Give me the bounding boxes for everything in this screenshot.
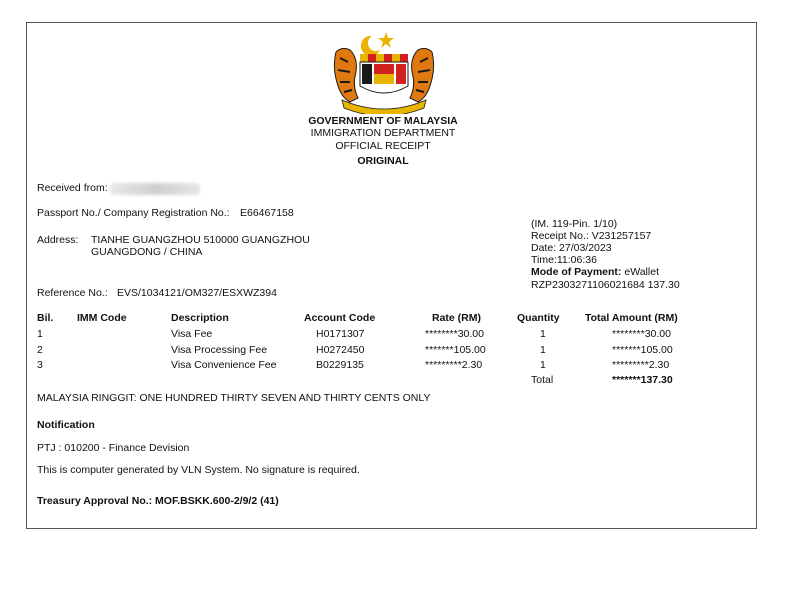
treasury-approval: Treasury Approval No.: MOF.BSKK.600-2/9/2 (41) [37,495,279,507]
reference-label: Reference No.: [37,287,108,299]
passport-label: Passport No./ Company Registration No.: [37,207,230,219]
ptj-line: PTJ : 010200 - Finance Devision [37,442,190,454]
notification-title: Notification [37,419,95,431]
address-label: Address: [37,234,79,246]
row1-bil: 1 [37,328,43,340]
col-rate: Rate (RM) [432,312,481,324]
row2-quantity: 1 [540,344,546,356]
payment-mode-value: eWallet [624,266,659,278]
reference-value: EVS/1034121/OM327/ESXWZ394 [117,287,277,299]
payment-reference: RZP2303271106021684 137.30 [531,279,680,291]
total-value: *******137.30 [612,374,673,386]
receipt-time: Time:11:06:36 [531,254,597,266]
receipt-number: Receipt No.: V231257157 [531,230,652,242]
total-label: Total [531,374,554,386]
receipt-date: Date: 27/03/2023 [531,242,612,254]
row3-bil: 3 [37,359,43,371]
row3-rate: *********2.30 [425,359,483,371]
address-line1: TIANHE GUANGZHOU 510000 GUANGZHOU [91,234,310,246]
row3-quantity: 1 [540,359,546,371]
form-number: (IM. 119-Pin. 1/10) [531,218,618,230]
header-line3: OFFICIAL RECEIPT [335,140,431,152]
row1-rate: ********30.00 [425,328,484,340]
col-total-amount: Total Amount (RM) [585,312,678,324]
col-description: Description [171,312,229,324]
col-imm-code: IMM Code [77,312,127,324]
row3-total: *********2.30 [612,359,670,371]
amount-in-words: MALAYSIA RINGGIT: ONE HUNDRED THIRTY SEVEN AND THIRTY CENTS ONLY [37,392,431,404]
col-bil: Bil. [37,312,54,324]
header-line2: IMMIGRATION DEPARTMENT [310,127,456,139]
received-from-label: Received from: [37,182,108,194]
row1-quantity: 1 [540,328,546,340]
row2-description: Visa Processing Fee [171,344,268,356]
row3-account-code: B0229135 [316,359,364,371]
redacted-name [110,183,200,195]
header-line1: GOVERNMENT OF MALAYSIA [308,115,458,127]
row2-total: *******105.00 [612,344,673,356]
payment-mode-label: Mode of Payment: [531,266,622,278]
passport-value: E66467158 [240,207,294,219]
row1-description: Visa Fee [171,328,213,340]
row2-rate: *******105.00 [425,344,486,356]
malaysia-coat-of-arms-icon [328,28,440,114]
row3-description: Visa Convenience Fee [171,359,277,371]
system-note: This is computer generated by VLN System. No signature is required. [37,464,360,476]
row1-account-code: H0171307 [316,328,365,340]
row2-account-code: H0272450 [316,344,365,356]
col-account-code: Account Code [304,312,376,324]
address-line2: GUANGDONG / CHINA [91,246,203,258]
row1-total: ********30.00 [612,328,671,340]
row2-bil: 2 [37,344,43,356]
col-quantity: Quantity [517,312,560,324]
header-line4: ORIGINAL [357,155,409,167]
